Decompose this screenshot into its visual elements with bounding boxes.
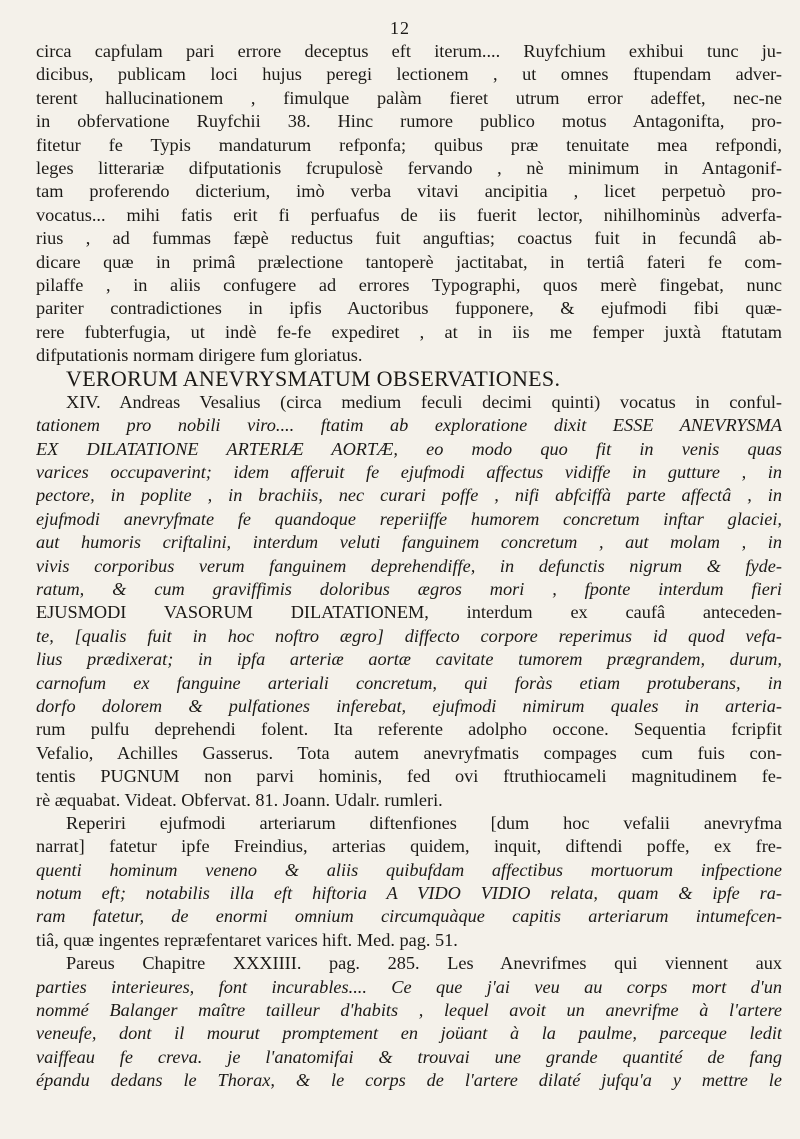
text-line: EX DILATATIONE ARTERIÆ AORTÆ, eo modo quo fit in venis quas [36, 438, 782, 459]
text-line: Reperiri ejufmodi arteriarum diftenfiones [dum hoc vefalii anevryfma [66, 812, 782, 833]
text-line: ratum, & cum graviffimis doloribus ægros mori , fponte interdum fieri [36, 578, 782, 599]
text-line: in obfervatione Ruyfchii 38. Hinc rumore publico motus Antagonifta, pro- [36, 111, 782, 132]
text-line: vocatus... mihi fatis erit fi perfuafus de iis fuerit lector, nihilhominùs adverfa- [36, 204, 782, 225]
text-line: dorfo dolorem & pulfationes inferebat, ejufmodi nimirum quales in arteria- [36, 695, 782, 716]
text-line: quenti hominum veneno & aliis quibufdam affectibus mortuorum infpectione [36, 859, 782, 880]
text-line: vaiffeau fe creva. je l'anatomifai & trouvai une grande quantité de fang [36, 1046, 782, 1067]
text-line: leges litterariæ difputationis fcrupulosè fervando , nè minimum in Antagonif- [36, 157, 782, 178]
text-line: lius prædixerat; in ipfa arteriæ aortæ cavitate tumorem prægrandem, durum, [36, 649, 782, 670]
text-line: aut humoris criftalini, interdum veluti fanguinem concretum , aut molam , in [36, 532, 782, 553]
text-line: veneufe, dont il mourut promptement en joüant à la paulme, parceque ledit [36, 1023, 782, 1044]
text-line: difputationis normam dirigere fum gloriatus. [36, 345, 363, 366]
text-line: rè æquabat. Videat. Obfervat. 81. Joann. Udalr. rumleri. [36, 789, 443, 810]
text-line: te, [qualis fuit in hoc noftro ægro] diffecto corpore reperimus id quod vefa- [36, 625, 782, 646]
text-line: rum pulfu deprehendi folent. Ita referente adolpho occone. Sequentia fcripfit [36, 719, 782, 740]
text-line: épandu dedans le Thorax, & le corps de l'artere dilaté jufqu'a y mettre le [36, 1070, 782, 1091]
text-line: tationem pro nobili viro.... ftatim ab exploratione dixit ESSE ANEVRYSMA [36, 415, 782, 436]
page-number: 12 [390, 18, 410, 38]
text-line: vivis corporibus verum fanguinem deprehendiffe, in defunctis nigrum & fyde- [36, 555, 782, 576]
text-line: Pareus Chapitre XXXIIII. pag. 285. Les Anevrifmes qui viennent aux [66, 953, 782, 974]
text-line: dicare quæ in primâ prælectione tantoperè jactitabat, in tertiâ fateri fe com- [36, 251, 782, 272]
text-line: terent hallucinationem , fimulque palàm fieret utrum error adeffet, nec-ne [36, 87, 782, 108]
page-body [36, 40, 782, 1093]
text-line: parties interieures, font incurables.... Ce que j'ai veu au corps mort d'un [36, 976, 782, 997]
text-line: nommé Balanger maître tailleur d'habits , lequel avoit un anevrifme à l'artere [36, 1000, 782, 1021]
text-line: rius , ad fummas fæpè reductus fuit anguftias; coactus fuit in fecundâ ab- [36, 228, 782, 249]
text-line: pilaffe , in aliis confugere ad errores Typographi, quos merè fingebat, nunc [36, 274, 782, 295]
text-line: tentis PUGNUM non parvi hominis, fed ovi ftruthiocameli magnitudinem fe- [36, 766, 782, 787]
text-line: narrat] fatetur ipfe Freindius, arterias quidem, inquit, diftendi poffe, ex fre- [36, 836, 782, 857]
text-line: rere fubterfugia, ut indè fe-fe expediret , at in iis me femper juxtà ftatutam [36, 321, 782, 342]
text-line: Vefalio, Achilles Gasserus. Tota autem anevryfmatis compages cum fuis con- [36, 742, 782, 763]
text-line: XIV. Andreas Vesalius (circa medium feculi decimi quinti) vocatus in conful- [66, 391, 782, 412]
text-line: circa capfulam pari errore deceptus eft iterum.... Ruyfchium exhibui tunc ju- [36, 41, 782, 61]
text-line: ejufmodi anevryfmate fe quandoque reperiiffe humorem concretum inftar glaciei, [36, 508, 782, 529]
text-line: EJUSMODI VASORUM DILATATIONEM, interdum ex caufâ anteceden- [36, 602, 782, 623]
text-line: pectore, in poplite , in brachiis, nec curari poffe , nifi abfciffà parte affectâ , in [36, 485, 782, 506]
text-line: tam proferendo dicterium, imò verba vitavi ancipitia , licet perpetuò pro- [36, 181, 782, 202]
section-heading: VERORUM ANEVRYSMATUM OBSERVATIONES. [66, 367, 561, 391]
text-line: dicibus, publicam loci hujus peregi lectionem , ut omnes ftupendam adver- [36, 64, 782, 85]
text-line: carnofum ex fanguine arteriali concretum, qui foràs etiam protuberans, in [36, 672, 782, 693]
text-line: varices occupaverint; idem afferuit fe ejufmodi affectus vidiffe in gutture , in [36, 462, 782, 483]
text-line: ram fatetur, de enormi omnium circumquàque capitis arteriarum intumefcen- [36, 906, 782, 927]
text-line: tiâ, quæ ingentes repræfentaret varices hift. Med. pag. 51. [36, 929, 458, 950]
text-line: fitetur fe Typis mandaturum refponfa; quibus præ tenuitate mea refpondi, [36, 134, 782, 155]
text-line: pariter contradictiones in ipfis Auctoribus fupponere, & ejufmodi fibi quæ- [36, 298, 782, 319]
text-line: notum eft; notabilis illa eft hiftoria A VIDO VIDIO relata, quam & ipfe ra- [36, 883, 782, 904]
